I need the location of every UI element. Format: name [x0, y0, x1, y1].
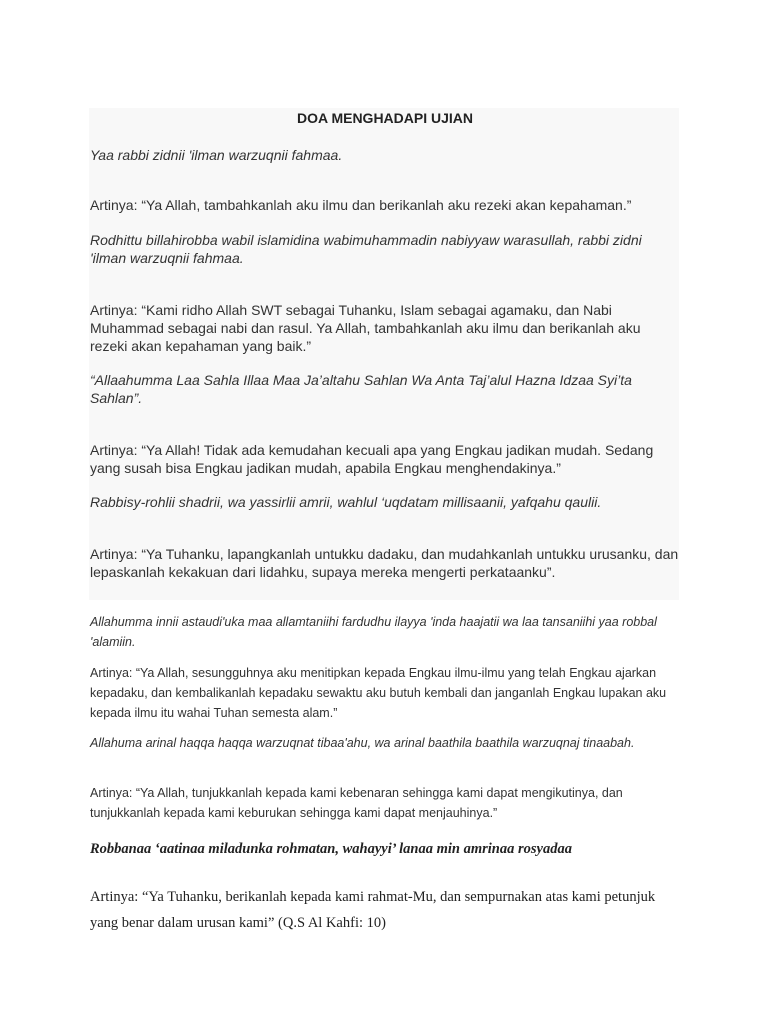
- prayer-arabic-4: Rabbisy-rohlii shadrii, wa yassirlii amrii, wahlul ‘uqdatam millisaanii, yafqahu qaulii.: [90, 494, 602, 510]
- prayer-arabic-2: Rodhittu billahirobba wabil islamidina wabimuhammadin nabiyyaw warasullah, rabbi zidni 'ilman warzuqnii fahmaa.: [90, 232, 642, 266]
- document-title: DOA MENGHADAPI UJIAN: [296, 110, 474, 126]
- prayer-meaning-6: Artinya: “Ya Allah, tunjukkanlah kepada kami kebenaran sehingga kami dapat mengikutinya, dan tunjukkanlah kepada kami keburukan sehingga kami dapat menjauhinya.”: [90, 786, 623, 820]
- prayer-arabic-5: Allahumma innii astaudi'uka maa allamtaniihi fardudhu ilayya 'inda haajatii wa laa tansaniihi yaa robbal 'alamiin.: [90, 615, 657, 649]
- prayer-arabic-6: Allahuma arinal haqqa haqqa warzuqnat tibaa'ahu, wa arinal baathila baathila warzuqnaj tinaabah.: [90, 736, 635, 750]
- prayer-meaning-3: Artinya: “Ya Allah! Tidak ada kemudahan kecuali apa yang Engkau jadikan mudah. Sedang yang susah bisa Engkau jadikan mudah, apabila Engkau menghendakinya.”: [90, 442, 654, 476]
- prayer-meaning-2: Artinya: “Kami ridho Allah SWT sebagai Tuhanku, Islam sebagai agamaku, dan Nabi Muhammad sebagai nabi dan rasul. Ya Allah, tambahkanlah aku ilmu dan berikanlah aku rezeki akan kepahaman yang baik.”: [90, 302, 641, 354]
- prayer-meaning-1: Artinya: “Ya Allah, tambahkanlah aku ilmu dan berikanlah aku rezeki akan kepahaman.”: [90, 197, 632, 213]
- prayer-arabic-1: Yaa rabbi zidnii 'ilman warzuqnii fahmaa.: [90, 147, 343, 163]
- prayer-meaning-4: Artinya: “Ya Tuhanku, lapangkanlah untukku dadaku, dan mudahkanlah untukku urusanku, dan lepaskanlah kekakuan dari lidahku, supaya mereka mengerti perkataanku”.: [90, 546, 679, 580]
- prayer-arabic-7: Robbanaa ‘aatinaa miladunka rohmatan, wahayyi’ lanaa min amrinaa rosyadaa: [90, 841, 572, 857]
- prayer-arabic-3: “Allaahumma Laa Sahla Illaa Maa Ja’altahu Sahlan Wa Anta Taj’alul Hazna Idzaa Syi’ta Sahlan”.: [90, 372, 632, 406]
- prayer-meaning-5: Artinya: “Ya Allah, sesungguhnya aku menitipkan kepada Engkau ilmu-ilmu yang telah Engkau ajarkan kepadaku, dan kembalikanlah kepadaku sewaktu aku butuh kembali dan janganlah Engkau lupakan aku kepada ilmu itu wahai Tuhan semesta alam.”: [90, 666, 667, 720]
- prayer-meaning-7: Artinya: “Ya Tuhanku, berikanlah kepada kami rahmat-Mu, dan sempurnakan atas kami petunjuk yang benar dalam urusan kami” (Q.S Al Kahfi: 10): [90, 889, 656, 931]
